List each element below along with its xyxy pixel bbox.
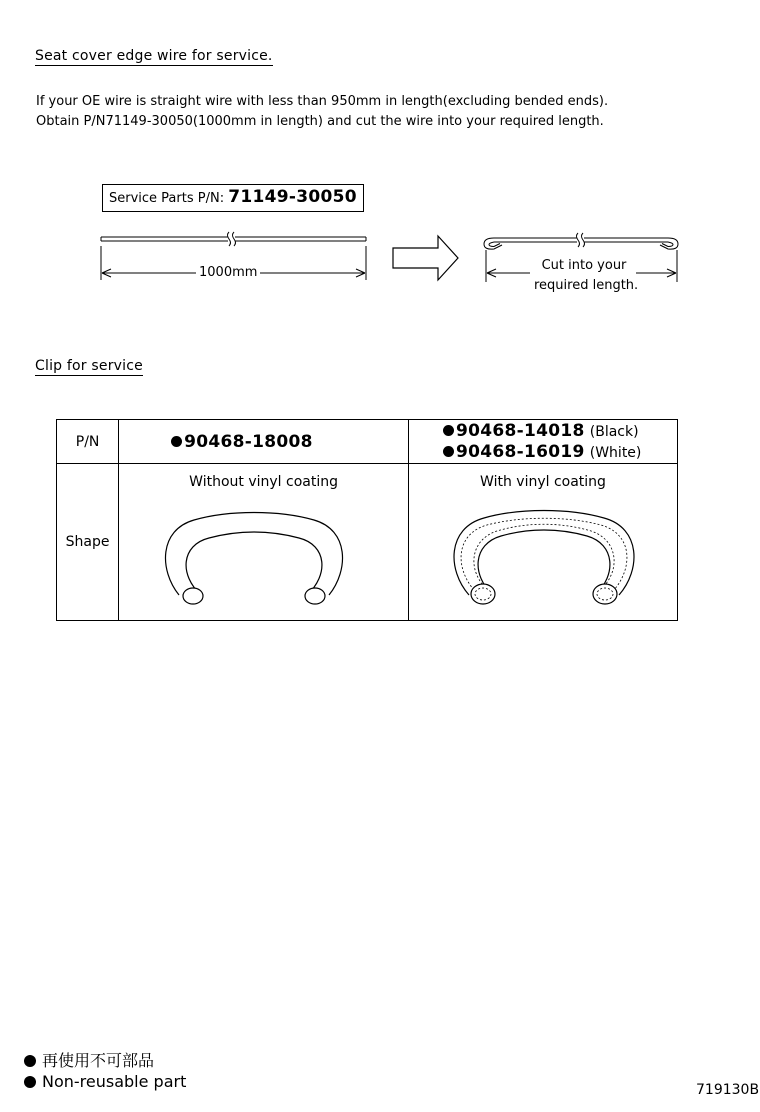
cut-instruction-line-1: Cut into your <box>541 258 627 273</box>
clip-table <box>56 419 678 621</box>
clip-a-pn-cell <box>119 420 409 464</box>
clip-a-part-number: 90468-18008 <box>184 431 313 452</box>
service-parts-number: 71149-30050 <box>228 187 357 207</box>
clip-without-coating-drawing <box>119 490 386 610</box>
clip-b-shape-cell <box>409 464 678 621</box>
clip-a-shape-caption: Without vinyl coating <box>189 474 338 490</box>
clip-b-pn-cell <box>409 420 678 464</box>
wire-instruction-line-2: Obtain P/N71149-30050(1000mm in length) and cut the wire into your required length. <box>36 114 604 129</box>
cut-instruction-line-2: required length. <box>534 278 639 293</box>
legend-line-japanese: 再使用不可部品 <box>42 1051 155 1070</box>
clip-b-part-number-black: 90468-14018 <box>456 420 585 441</box>
wire-length-label: 1000mm <box>196 265 260 280</box>
non-reusable-bullet-icon <box>443 446 454 457</box>
right-arrow-icon <box>393 236 458 280</box>
cut-instruction <box>532 256 639 296</box>
clip-b-shape-caption: With vinyl coating <box>480 474 606 490</box>
figure-code: 719130B <box>696 1082 760 1098</box>
wire-instruction-line-1: If your OE wire is straight wire with less than 950mm in length(excluding bended ends). <box>36 94 609 109</box>
clip-b-color-white: (White) <box>589 444 642 461</box>
non-reusable-legend-dot-icon <box>24 1076 36 1088</box>
straight-wire <box>101 232 366 246</box>
non-reusable-legend-dot-icon <box>24 1055 36 1067</box>
non-reusable-bullet-icon <box>443 425 454 436</box>
pn-row <box>57 420 678 464</box>
non-reusable-bullet-icon <box>171 436 182 447</box>
pn-row-label: P/N <box>57 420 119 464</box>
clip-b-color-black: (Black) <box>589 423 639 440</box>
legend <box>24 1050 186 1092</box>
shape-row <box>57 464 678 621</box>
legend-line-english: Non-reusable part <box>42 1072 187 1091</box>
clip-a-shape-cell <box>119 464 409 621</box>
clip-with-coating-drawing <box>409 490 677 610</box>
wire-section-heading: Seat cover edge wire for service. <box>35 48 273 64</box>
wire-diagram <box>0 0 760 320</box>
service-parts-label: Service Parts P/N: <box>109 191 225 206</box>
shape-row-label: Shape <box>57 464 119 621</box>
clip-b-part-number-white: 90468-16019 <box>456 441 585 462</box>
clip-section-heading: Clip for service <box>35 358 143 374</box>
